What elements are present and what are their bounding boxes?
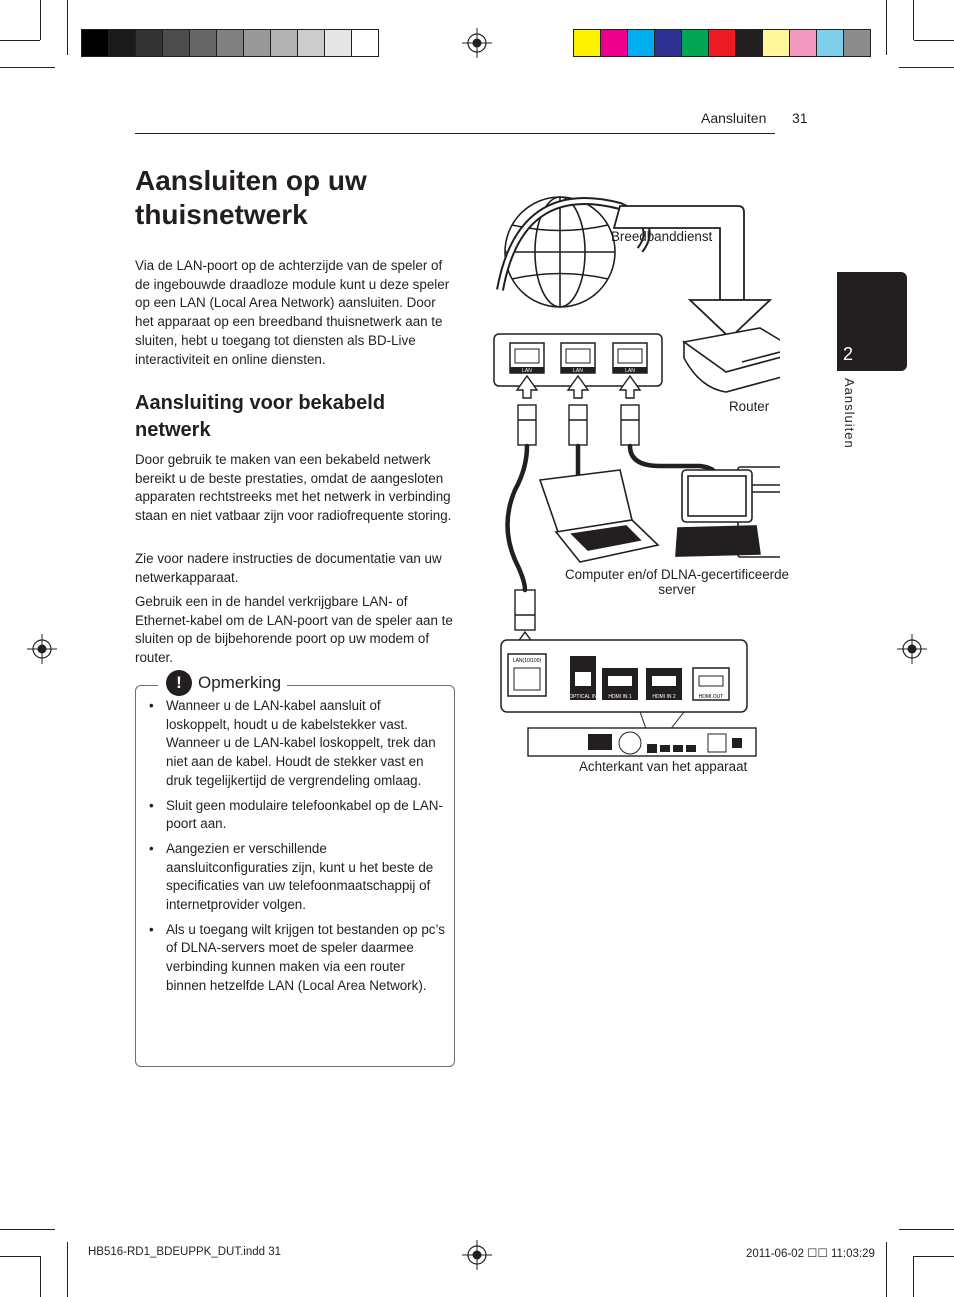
crop-mark — [40, 0, 41, 40]
crop-mark — [899, 1229, 954, 1230]
body-paragraph: Door gebruik te maken van een bekabeld netwerk bereikt u de beste prestaties, omdat de aangesloten apparaten rechtstreeks met het netwerk in verbinding staan en niet vatbaar zijn voor radiofrequente storing. — [135, 452, 452, 524]
hdmi-port-icon — [646, 668, 682, 700]
rear-port-label: HDMI IN 1 — [608, 694, 632, 700]
color-swatch — [817, 30, 844, 56]
crop-mark — [0, 67, 55, 68]
lan-port-icon — [613, 343, 647, 374]
list-item: • Wanneer u de LAN-kabel aansluit of loskoppelt, houdt u de kabelstekker vast. Wanneer u de LAN-kabel loskoppelt, trek dan niet aan de kabel. Houdt de stekker vast en druk tegelijkertijd de vergrendeling omlaag. — [145, 697, 445, 791]
color-swatch — [217, 30, 244, 56]
color-swatch — [655, 30, 682, 56]
registration-mark-icon — [27, 634, 57, 664]
note-title: Opmerking — [198, 673, 282, 692]
crop-mark — [913, 1256, 914, 1297]
laptop-icon — [540, 470, 658, 562]
color-swatch — [628, 30, 655, 56]
color-swatch — [682, 30, 709, 56]
color-swatch — [763, 30, 790, 56]
port-label: LAN — [522, 368, 532, 374]
color-swatch — [736, 30, 763, 56]
color-swatch — [109, 30, 136, 56]
crop-mark — [0, 1256, 40, 1257]
header-rule — [135, 133, 775, 134]
color-swatch — [271, 30, 298, 56]
color-swatch — [601, 30, 628, 56]
exclamation-icon: ! — [166, 670, 192, 696]
crop-mark — [899, 67, 954, 68]
note-heading — [158, 670, 287, 696]
registration-mark-icon — [462, 28, 492, 58]
crop-mark — [914, 40, 954, 41]
color-swatch — [298, 30, 325, 56]
note-list — [145, 697, 445, 1002]
crop-mark — [40, 1256, 41, 1297]
process-color-bar — [573, 29, 871, 57]
color-swatch — [709, 30, 736, 56]
crop-mark — [0, 1229, 55, 1230]
rear-port-label: LAN(10/100) — [512, 658, 542, 664]
hdmi-port-icon — [693, 668, 729, 700]
registration-mark-icon — [462, 1240, 492, 1270]
footer-file: HB516-RD1_BDEUPPK_DUT.indd 31 — [88, 1246, 282, 1258]
desktop-computer-icon — [676, 467, 780, 557]
intro-paragraph: Via de LAN-poort op de achterzijde van de speler of de ingebouwde draadloze module kunt u deze speler op een LAN (Local Area Network) aansluiten. Door het apparaat op een breedband thuisnetwerk aan te sluiten, hebt u toegang tot diensten als BD-Live interactiviteit en online diensten. — [135, 258, 450, 367]
chapter-number: 2 — [843, 344, 854, 364]
body-paragraph: Gebruik een in de handel verkrijgbare LAN- of Ethernet-kabel om de LAN-poort van de speler aan te sluiten op de bijbehorende poort op uw modem of router. — [135, 594, 453, 666]
running-header-section: Aansluiten — [701, 110, 767, 126]
optical-port-icon — [569, 656, 597, 700]
color-swatch — [244, 30, 271, 56]
port-label: LAN — [625, 368, 635, 374]
player-rear-icon — [528, 728, 756, 756]
list-item: • Als u toegang wilt krijgen tot bestanden op pc’s of DLNA-servers moet de speler daarmee verbinding kunnen maken via een router binnen hetzelfde LAN (Local Area Network). — [145, 921, 445, 996]
footer-date: 2011-06-02 ☐☐ 11:03:29 — [746, 1248, 875, 1260]
broadband-arrow — [614, 206, 744, 300]
subsection-title: Aansluiting voor bekabeld netwerk — [135, 392, 386, 441]
color-swatch — [790, 30, 817, 56]
hdmi-port-icon — [602, 668, 638, 700]
color-swatch — [844, 30, 870, 56]
color-swatch — [136, 30, 163, 56]
color-swatch — [82, 30, 109, 56]
color-swatch — [352, 30, 378, 56]
page-number: 31 — [792, 110, 808, 126]
crop-mark — [67, 0, 68, 55]
color-swatch — [190, 30, 217, 56]
lan-port-icon — [510, 343, 544, 374]
registration-mark-icon — [897, 634, 927, 664]
crop-mark — [913, 0, 914, 40]
color-swatch — [574, 30, 601, 56]
body-paragraph: Zie voor nadere instructies de documentatie van uw netwerkapparaat. — [135, 551, 442, 585]
computer-label: Computer en/of DLNA-gecertificeerde server — [564, 567, 790, 597]
crop-mark — [67, 1242, 68, 1297]
router-icon — [684, 328, 780, 392]
lan-port-icon — [508, 654, 546, 696]
list-item: • Sluit geen modulaire telefoonkabel op de LAN-poort aan. — [145, 797, 445, 834]
lan-port-icon — [561, 343, 595, 374]
color-swatch — [325, 30, 352, 56]
gray-color-bar — [81, 29, 379, 57]
network-diagram — [480, 190, 780, 780]
list-item: • Aangezien er verschillende aansluitconfiguraties zijn, kunt u het beste de specificaties van uw telefoonmaatschappij of internetprovider volgen. — [145, 840, 445, 915]
crop-mark — [886, 0, 887, 55]
crop-mark — [886, 1242, 887, 1297]
router-label: Router — [729, 399, 770, 414]
chapter-label: Aansluiten — [842, 378, 857, 449]
broadband-label: Breedbanddienst — [611, 229, 713, 244]
crop-mark — [0, 40, 40, 41]
color-swatch — [163, 30, 190, 56]
rear-port-label: HDMI IN 2 — [652, 694, 676, 700]
port-label: LAN — [573, 368, 583, 374]
rear-port-label: HDMI OUT — [698, 694, 724, 700]
rear-port-label: OPTICAL IN — [569, 694, 597, 700]
page-title: Aansluiten op uw thuisnetwerk — [135, 165, 367, 230]
rear-panel-label: Achterkant van het apparaat — [579, 759, 748, 774]
crop-mark — [914, 1256, 954, 1257]
